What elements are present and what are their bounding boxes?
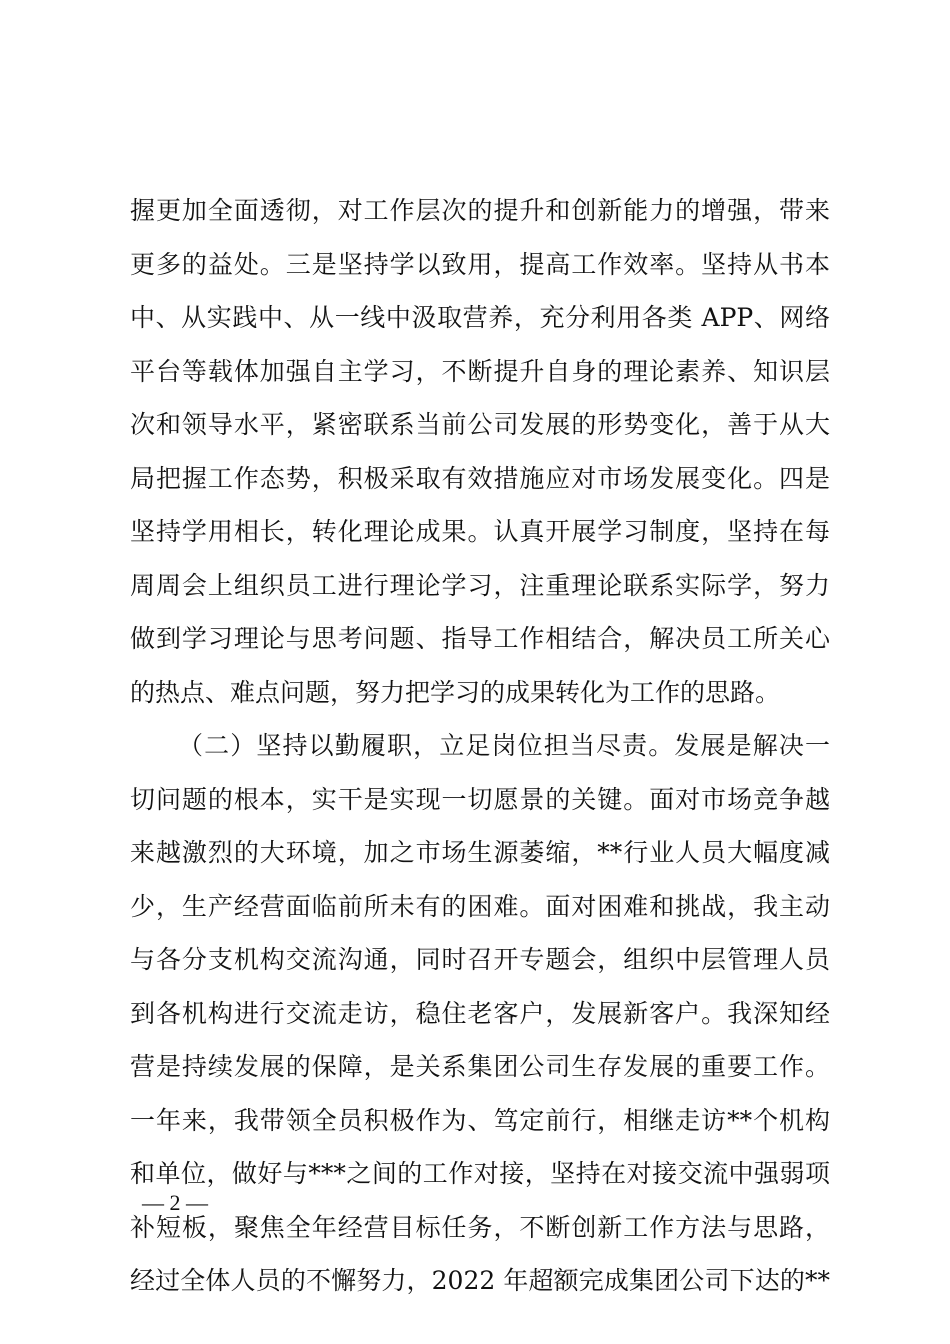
text-line: 的热点、难点问题，努力把学习的成果转化为工作的思路。 — [130, 677, 781, 707]
text-line: 来越激烈的大环境，加之市场生源萎缩，**行业人员大幅度减 — [130, 838, 830, 867]
section-heading-line: （二）坚持以勤履职，立足岗位担当尽责。发展是解决一 — [178, 731, 830, 760]
text-line: 少，生产经营面临前所未有的困难。面对困难和挑战，我主动 — [130, 891, 830, 921]
text-line: 做到学习理论与思考问题、指导工作相结合，解决员工所关心 — [130, 624, 830, 653]
text-line: 到各机构进行交流走访，稳住老客户，发展新客户。我深知经 — [130, 998, 830, 1028]
text-line: 坚持学用相长，转化理论成果。认真开展学习制度，坚持在每 — [130, 517, 830, 546]
text-line: 与各分支机构交流沟通，同时召开专题会，组织中层管理人员 — [130, 945, 830, 974]
text-line: 和单位，做好与***之间的工作对接，坚持在对接交流中强弱项 — [130, 1159, 830, 1188]
text-line: 平台等载体加强自主学习，不断提升自身的理论素养、知识层 — [130, 356, 830, 386]
text-line: 中、从实践中、从一线中汲取营养，充分利用各类 APP、网络 — [130, 303, 830, 332]
body-text — [130, 184, 830, 1308]
text-line: 周周会上组织员工进行理论学习，注重理论联系实际学，努力 — [130, 570, 830, 600]
text-line: 次和领导水平，紧密联系当前公司发展的形势变化，善于从大 — [130, 410, 830, 439]
text-line: 营是持续发展的保障，是关系集团公司生存发展的重要工作。 — [130, 1052, 830, 1081]
text-line: 一年来，我带领全员积极作为、笃定前行，相继走访**个机构 — [130, 1105, 830, 1135]
text-line: 经过全体人员的不懈努力，2022 年超额完成集团公司下达的** — [130, 1266, 830, 1295]
text-line: 局把握工作态势，积极采取有效措施应对市场发展变化。四是 — [130, 463, 830, 493]
text-line: 补短板，聚焦全年经营目标任务，不断创新工作方法与思路， — [130, 1212, 830, 1242]
text-line: 更多的益处。三是坚持学以致用，提高工作效率。坚持从书本 — [130, 249, 830, 279]
page-number: — 2 — — [142, 1190, 208, 1215]
text-line: 切问题的根本，实干是实现一切愿景的关键。面对市场竞争越 — [130, 784, 830, 814]
text-line: 握更加全面透彻，对工作层次的提升和创新能力的增强，带来 — [130, 196, 830, 225]
